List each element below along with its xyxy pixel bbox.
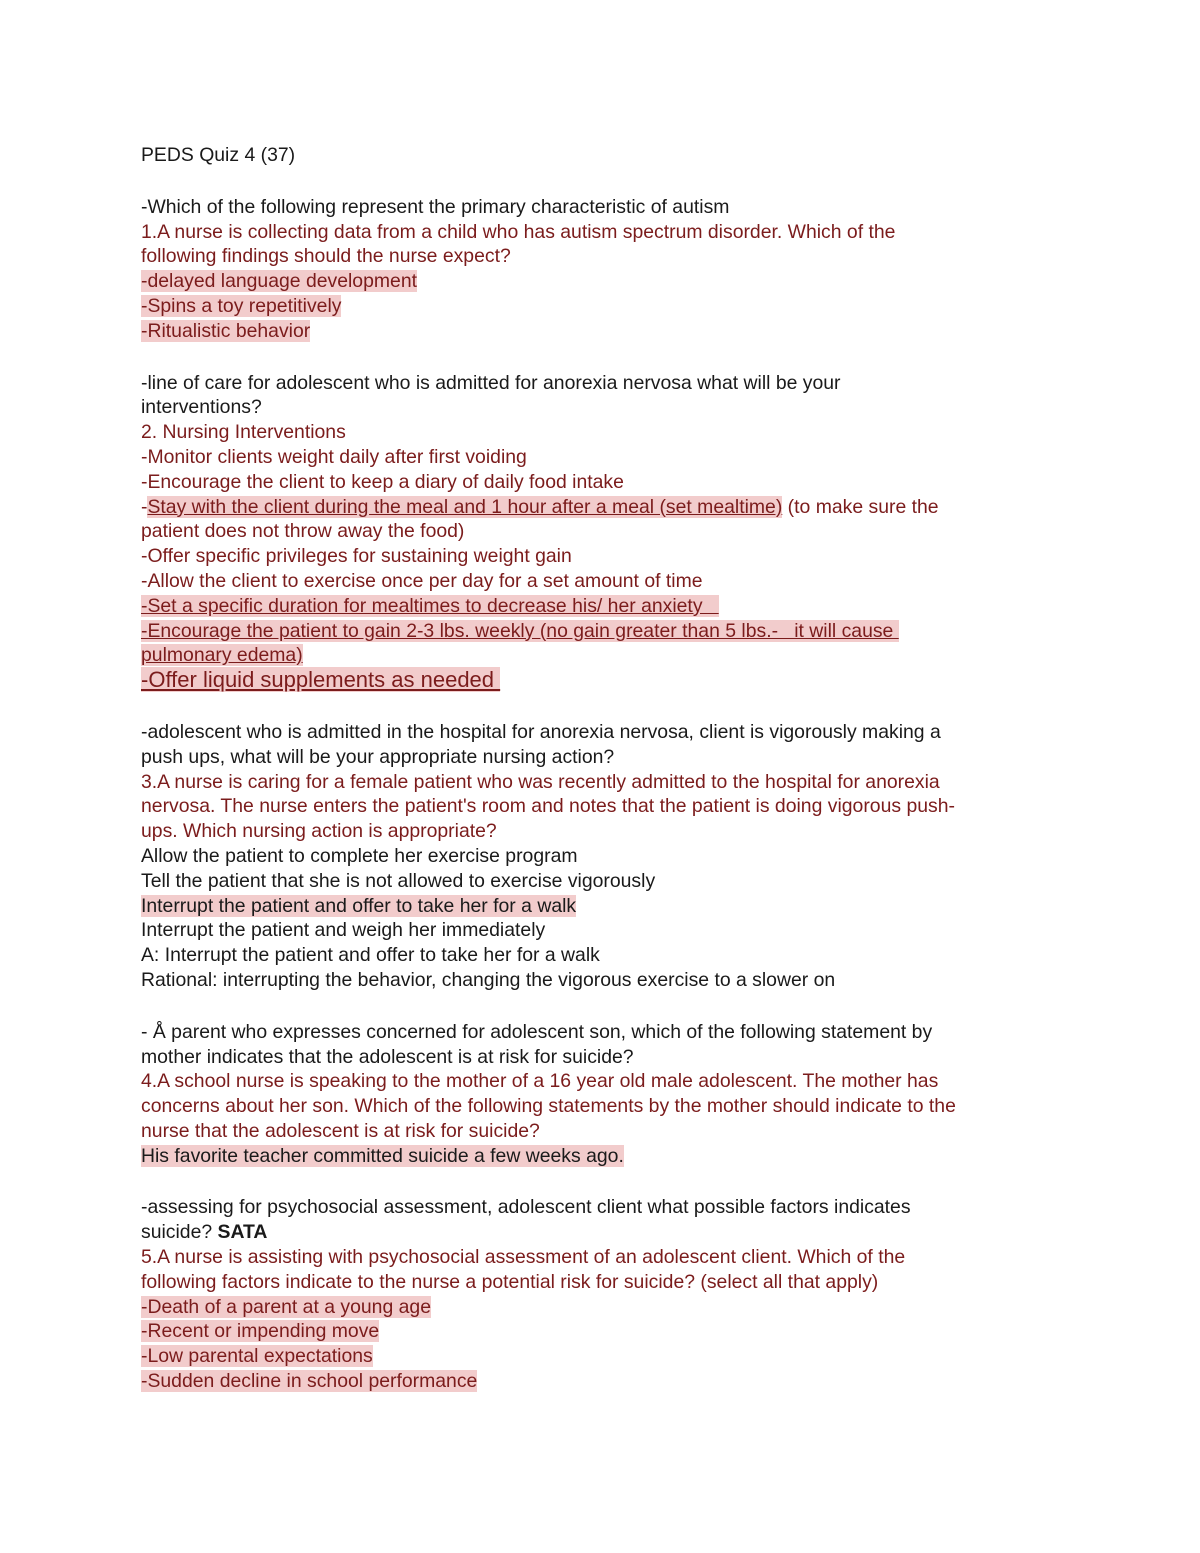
q5-question-line-2: following factors indicate to the nurse a potential risk for suicide? (select all that apply) bbox=[141, 1270, 879, 1293]
q2-intervention-highlighted: -Set a specific duration for mealtimes to decrease his/ her anxiety bbox=[141, 594, 719, 617]
q2-prompt-line-2: interventions? bbox=[141, 396, 262, 419]
q2-intervention-highlighted: -Offer liquid supplements as needed bbox=[141, 667, 501, 693]
q5-prompt-line-1: -assessing for psychosocial assessment, adolescent client what possible factors indicates bbox=[141, 1196, 911, 1219]
q3-answer: A: Interrupt the patient and offer to take her for a walk bbox=[141, 944, 600, 967]
q2-intervention-highlighted: -Encourage the patient to gain 2-3 lbs. weekly (no gain greater than 5 lbs.- it will cause bbox=[141, 619, 899, 642]
q1-prompt: -Which of the following represent the primary characteristic of autism bbox=[141, 195, 730, 218]
q2-heading: 2. Nursing Interventions bbox=[141, 421, 346, 444]
q3-question-line-3: ups. Which nursing action is appropriate? bbox=[141, 820, 497, 843]
q2-intervention-highlighted bbox=[141, 495, 1061, 520]
q5-prompt-text: suicide? bbox=[141, 1221, 218, 1244]
q3-option-correct: Interrupt the patient and offer to take her for a walk bbox=[141, 894, 577, 917]
q3-rationale: Rational: interrupting the behavior, changing the vigorous exercise to a slower on bbox=[141, 968, 836, 991]
q2-intervention: -Allow the client to exercise once per day for a set amount of time bbox=[141, 569, 703, 592]
q3-prompt-line-2: push ups, what will be your appropriate nursing action? bbox=[141, 745, 615, 768]
q5-sata-label: SATA bbox=[217, 1221, 268, 1244]
q4-prompt-line-1: - Å parent who expresses concerned for adolescent son, which of the following statement by bbox=[141, 1020, 933, 1043]
q2-intervention: -Encourage the client to keep a diary of daily food intake bbox=[141, 470, 624, 493]
q2-item3-note: (to make sure the bbox=[782, 495, 939, 518]
q2-item3-text: Stay with the client during the meal and 1 hour after a meal (set mealtime) bbox=[147, 495, 783, 518]
q5-answer: -Sudden decline in school performance bbox=[141, 1370, 478, 1393]
q5-question-line-1: 5.A nurse is assisting with psychosocial assessment of an adolescent client. Which of the bbox=[141, 1246, 906, 1269]
q1-answer: -Spins a toy repetitively bbox=[141, 294, 342, 317]
q2-intervention-highlighted-cont: pulmonary edema) bbox=[141, 644, 303, 667]
q1-question-line-2: following findings should the nurse expect? bbox=[141, 245, 511, 268]
q3-option: Tell the patient that she is not allowed to exercise vigorously bbox=[141, 869, 656, 892]
q4-answer: His favorite teacher committed suicide a few weeks ago. bbox=[141, 1144, 624, 1167]
q3-option: Allow the patient to complete her exercise program bbox=[141, 844, 578, 867]
q1-answer: -Ritualistic behavior bbox=[141, 319, 311, 342]
q1-answer: -delayed language development bbox=[141, 270, 417, 293]
q4-prompt-line-2: mother indicates that the adolescent is at risk for suicide? bbox=[141, 1045, 634, 1068]
q4-question-line-2: concerns about her son. Which of the following statements by the mother should indicate to the bbox=[141, 1095, 956, 1118]
q5-answer: -Recent or impending move bbox=[141, 1320, 380, 1343]
q3-question-line-2: nervosa. The nurse enters the patient's room and notes that the patient is doing vigorous push- bbox=[141, 795, 955, 818]
q2-item3-dash: - bbox=[141, 495, 148, 518]
q2-prompt-line-1: -line of care for adolescent who is admitted for anorexia nervosa what will be your bbox=[141, 371, 841, 394]
q1-question-line-1: 1.A nurse is collecting data from a child who has autism spectrum disorder. Which of the bbox=[141, 220, 896, 243]
q5-answer: -Low parental expectations bbox=[141, 1345, 373, 1368]
q3-option: Interrupt the patient and weigh her immediately bbox=[141, 919, 546, 942]
q2-intervention: -Offer specific privileges for sustaining weight gain bbox=[141, 545, 572, 568]
q3-question-line-1: 3.A nurse is caring for a female patient who was recently admitted to the hospital for anorexia bbox=[141, 770, 940, 793]
q5-prompt-line-2 bbox=[141, 1220, 1061, 1245]
q2-item3-note-cont: patient does not throw away the food) bbox=[141, 520, 465, 543]
q5-answer: -Death of a parent at a young age bbox=[141, 1295, 431, 1318]
q4-question-line-3: nurse that the adolescent is at risk for suicide? bbox=[141, 1119, 540, 1142]
q3-prompt-line-1: -adolescent who is admitted in the hospital for anorexia nervosa, client is vigorously making a bbox=[141, 720, 941, 743]
q2-intervention: -Monitor clients weight daily after first voiding bbox=[141, 445, 527, 468]
document-title: PEDS Quiz 4 (37) bbox=[141, 144, 296, 166]
document-page bbox=[141, 143, 1061, 1394]
q4-question-line-1: 4.A school nurse is speaking to the mother of a 16 year old male adolescent. The mother has bbox=[141, 1070, 939, 1093]
